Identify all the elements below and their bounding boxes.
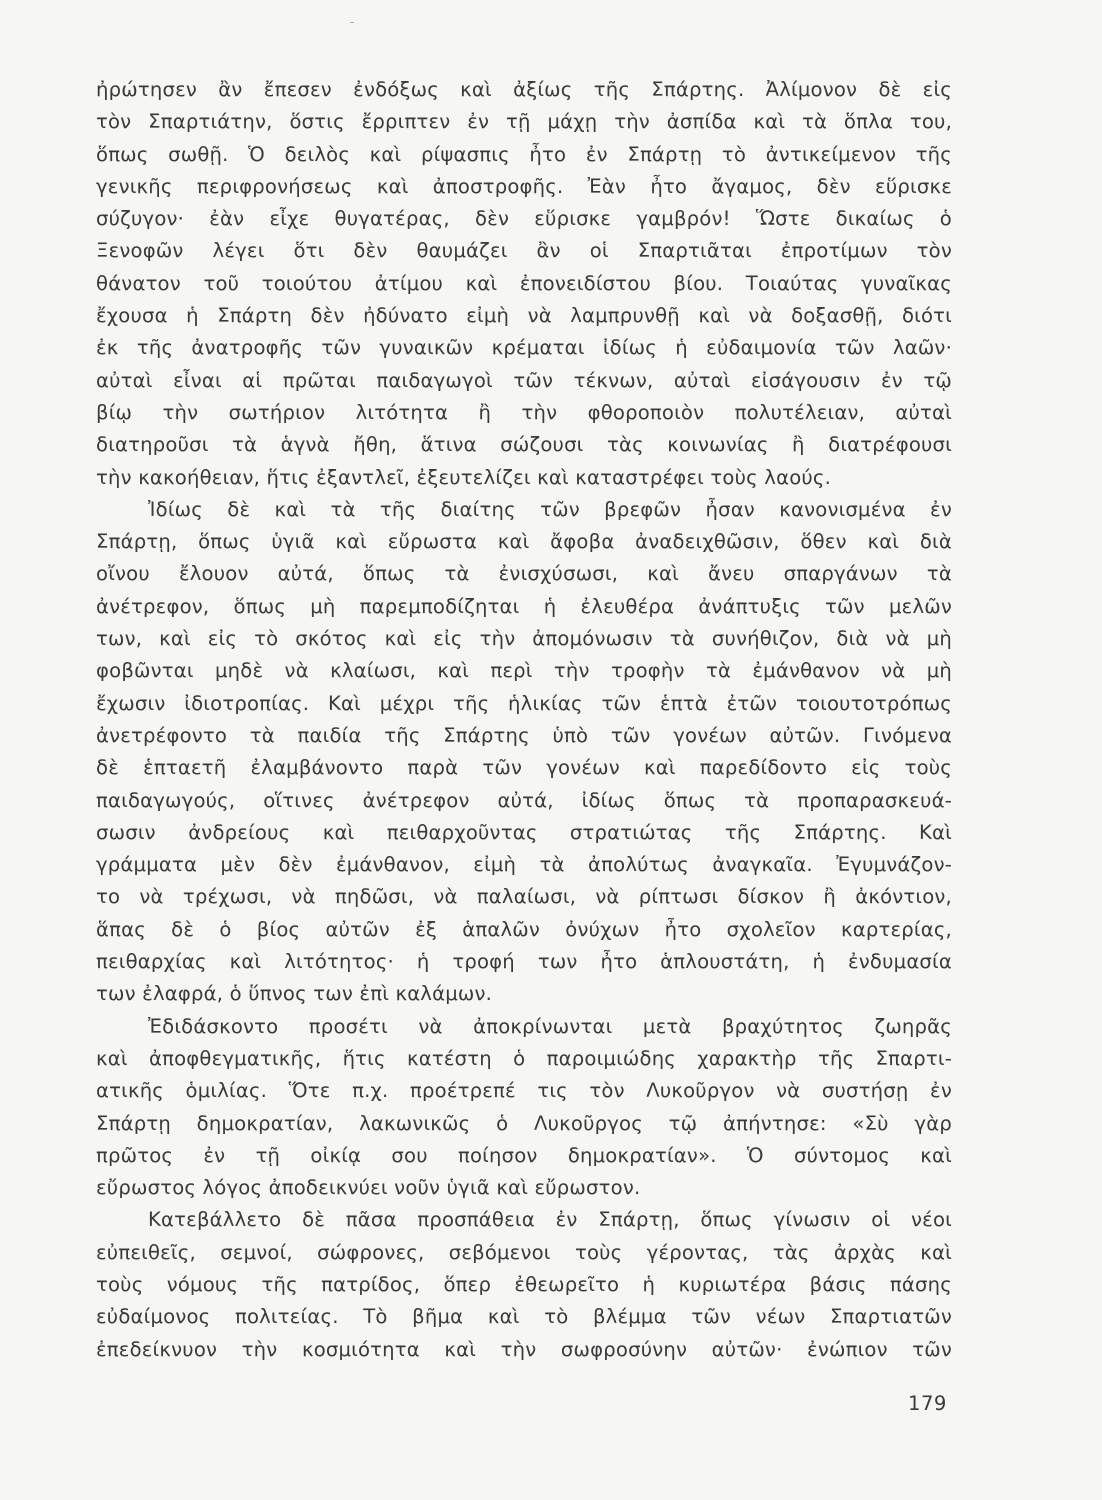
text-line: θάνατον τοῦ τοιούτου ἀτίμου καὶ ἐπονειδίστου βίου. Τοιαύτας γυναῖκας <box>96 271 952 295</box>
text-line: γενικῆς περιφρονήσεως καὶ ἀποστροφῆς. Ἐὰν ἦτο ἄγαμος, δὲν εὕρισκε <box>96 174 952 198</box>
text-line: καὶ ἀποφθεγματικῆς, ἥτις κατέστη ὁ παροιμιώδης χαρακτὴρ τῆς Σπαρτι- <box>96 1046 952 1070</box>
text-line: εὐπειθεῖς, σεμνοί, σώφρονες, σεβόμενοι τοὺς γέροντας, τὰς ἀρχὰς καὶ <box>96 1240 952 1264</box>
text-line: σύζυγον· ἐὰν εἶχε θυγατέρας, δὲν εὕρισκε γαμβρόν! Ὥστε δικαίως ὁ <box>96 207 952 231</box>
text-line: ἅπας δὲ ὁ βίος αὐτῶν ἐξ ἁπαλῶν ὀνύχων ἦτο σχολεῖον καρτερίας, <box>96 917 952 941</box>
text-line: Ξενοφῶν λέγει ὅτι δὲν θαυμάζει ἂν οἱ Σπαρτιᾶται ἐπροτίμων τὸν <box>96 239 952 263</box>
text-line: ἀνετρέφοντο τὰ παιδία τῆς Σπάρτης ὑπὸ τῶν γονέων αὐτῶν. Γινόμενα <box>96 723 952 747</box>
text-line: τὸν Σπαρτιάτην, ὅστις ἔρριπτεν ἐν τῇ μάχῃ τὴν ἀσπίδα καὶ τὰ ὅπλα του, <box>96 110 952 134</box>
text-line: τὴν κακοήθειαν, ἥτις ἐξαντλεῖ, ἐξευτελίζει καὶ καταστρέφει τοὺς λαούς. <box>96 465 832 489</box>
text-line: εὔρωστος λόγος ἀποδεικνύει νοῦν ὑγιᾶ καὶ εὔρωστον. <box>96 1176 641 1200</box>
text-line: Σπάρτῃ δημοκρατίαν, λακωνικῶς ὁ Λυκοῦργος τῷ ἀπήντησε: «Σὺ γὰρ <box>96 1111 952 1135</box>
text-line: πειθαρχίας καὶ λιτότητος· ἡ τροφή των ἦτο ἁπλουστάτη, ἡ ἐνδυμασία <box>96 950 952 974</box>
text-line: των ἐλαφρά, ὁ ὕπνος των ἐπὶ καλάμων. <box>96 982 493 1006</box>
text-line: το νὰ τρέχωσι, νὰ πηδῶσι, νὰ παλαίωσι, νὰ ρίπτωσι δίσκον ἢ ἀκόντιον, <box>96 885 952 909</box>
text-line: ἐπεδείκνυον τὴν κοσμιότητα καὶ τὴν σωφροσύνην αὐτῶν· ἐνώπιον τῶν <box>96 1337 952 1361</box>
text-line: διατηροῦσι τὰ ἁγνὰ ἤθη, ἅτινα σώζουσι τὰς κοινωνίας ἢ διατρέφουσι <box>96 433 952 457</box>
text-line: σωσιν ἀνδρείους καὶ πειθαρχοῦντας στρατιώτας τῆς Σπάρτης. Καὶ <box>96 820 952 844</box>
text-line: οἴνου ἔλουον αὐτά, ὅπως τὰ ἐνισχύσωσι, καὶ ἄνευ σπαργάνων τὰ <box>96 562 952 586</box>
text-line: ατικῆς ὁμιλίας. Ὅτε π.χ. προέτρεπέ τις τὸν Λυκοῦργον νὰ συστήσῃ ἐν <box>96 1079 952 1103</box>
text-line: Σπάρτῃ, ὅπως ὑγιᾶ καὶ εὔρωστα καὶ ἄφοβα ἀναδειχθῶσιν, ὅθεν καὶ διὰ <box>96 530 952 554</box>
text-line: βίῳ τὴν σωτήριον λιτότητα ἢ τὴν φθοροποιὸν πολυτέλειαν, αὐταὶ <box>96 400 952 424</box>
text-line: πρῶτος ἐν τῇ οἰκίᾳ σου ποίησον δημοκρατίαν». Ὁ σύντομος καὶ <box>96 1143 952 1167</box>
text-line: γράμματα μὲν δὲν ἐμάνθανον, εἰμὴ τὰ ἀπολύτως ἀναγκαῖα. Ἐγυμνάζον- <box>96 853 952 877</box>
paragraph-first-line: Ἰδίως δὲ καὶ τὰ τῆς διαίτης τῶν βρεφῶν ἦσαν κανονισμένα ἐν <box>148 497 952 521</box>
paragraph-first-line: Κατεβάλλετο δὲ πᾶσα προσπάθεια ἐν Σπάρτῃ, ὅπως γίνωσιν οἱ νέοι <box>148 1208 952 1232</box>
text-line: παιδαγωγούς, οἵτινες ἀνέτρεφον αὐτά, ἰδίως ὅπως τὰ προπαρασκευά- <box>96 788 952 812</box>
text-line: ἀνέτρεφον, ὅπως μὴ παρεμποδίζηται ἡ ἐλευθέρα ἀνάπτυξις τῶν μελῶν <box>96 594 952 618</box>
text-line: εὐδαίμονος πολιτείας. Τὸ βῆμα καὶ τὸ βλέμμα τῶν νέων Σπαρτιατῶν <box>96 1305 952 1329</box>
book-page-text <box>96 74 952 1366</box>
text-line: φοβῶνται μηδὲ νὰ κλαίωσι, καὶ περὶ τὴν τροφὴν τὰ ἐμάνθανον νὰ μὴ <box>96 659 952 683</box>
paragraph-first-line: Ἐδιδάσκοντο προσέτι νὰ ἀποκρίνωνται μετὰ βραχύτητος ζωηρᾶς <box>148 1014 952 1038</box>
text-line: αὐταὶ εἶναι αἱ πρῶται παιδαγωγοὶ τῶν τέκνων, αὐταὶ εἰσάγουσιν ἐν τῷ <box>96 368 952 392</box>
text-line: των, καὶ εἰς τὸ σκότος καὶ εἰς τὴν ἀπομόνωσιν τὰ συνήθιζον, διὰ νὰ μὴ <box>96 627 952 651</box>
text-line: ἠρώτησεν ἂν ἔπεσεν ἐνδόξως καὶ ἀξίως τῆς Σπάρτης. Ἀλίμονον δὲ εἰς <box>96 78 952 101</box>
text-line: ἐκ τῆς ἀνατροφῆς τῶν γυναικῶν κρέμαται ἰδίως ἡ εὐδαιμονία τῶν λαῶν· <box>96 336 952 360</box>
text-line: ἔχωσιν ἰδιοτροπίας. Καὶ μέχρι τῆς ἡλικίας τῶν ἑπτὰ ἐτῶν τοιουτοτρόπως <box>96 691 952 715</box>
page-number: 179 <box>908 1392 947 1415</box>
text-line: ἔχουσα ἡ Σπάρτη δὲν ἠδύνατο εἰμὴ νὰ λαμπρυνθῇ καὶ νὰ δοξασθῇ, διότι <box>96 304 952 328</box>
text-line: τοὺς νόμους τῆς πατρίδος, ὅπερ ἐθεωρεῖτο ἡ κυριωτέρα βάσις πάσης <box>96 1272 952 1296</box>
scan-speck <box>350 22 354 23</box>
text-line: δὲ ἑπταετῆ ἐλαμβάνοντο παρὰ τῶν γονέων καὶ παρεδίδοντο εἰς τοὺς <box>96 756 952 780</box>
text-line: ὅπως σωθῇ. Ὁ δειλὸς καὶ ρίψασπις ἦτο ἐν Σπάρτῃ τὸ ἀντικείμενον τῆς <box>96 142 952 166</box>
